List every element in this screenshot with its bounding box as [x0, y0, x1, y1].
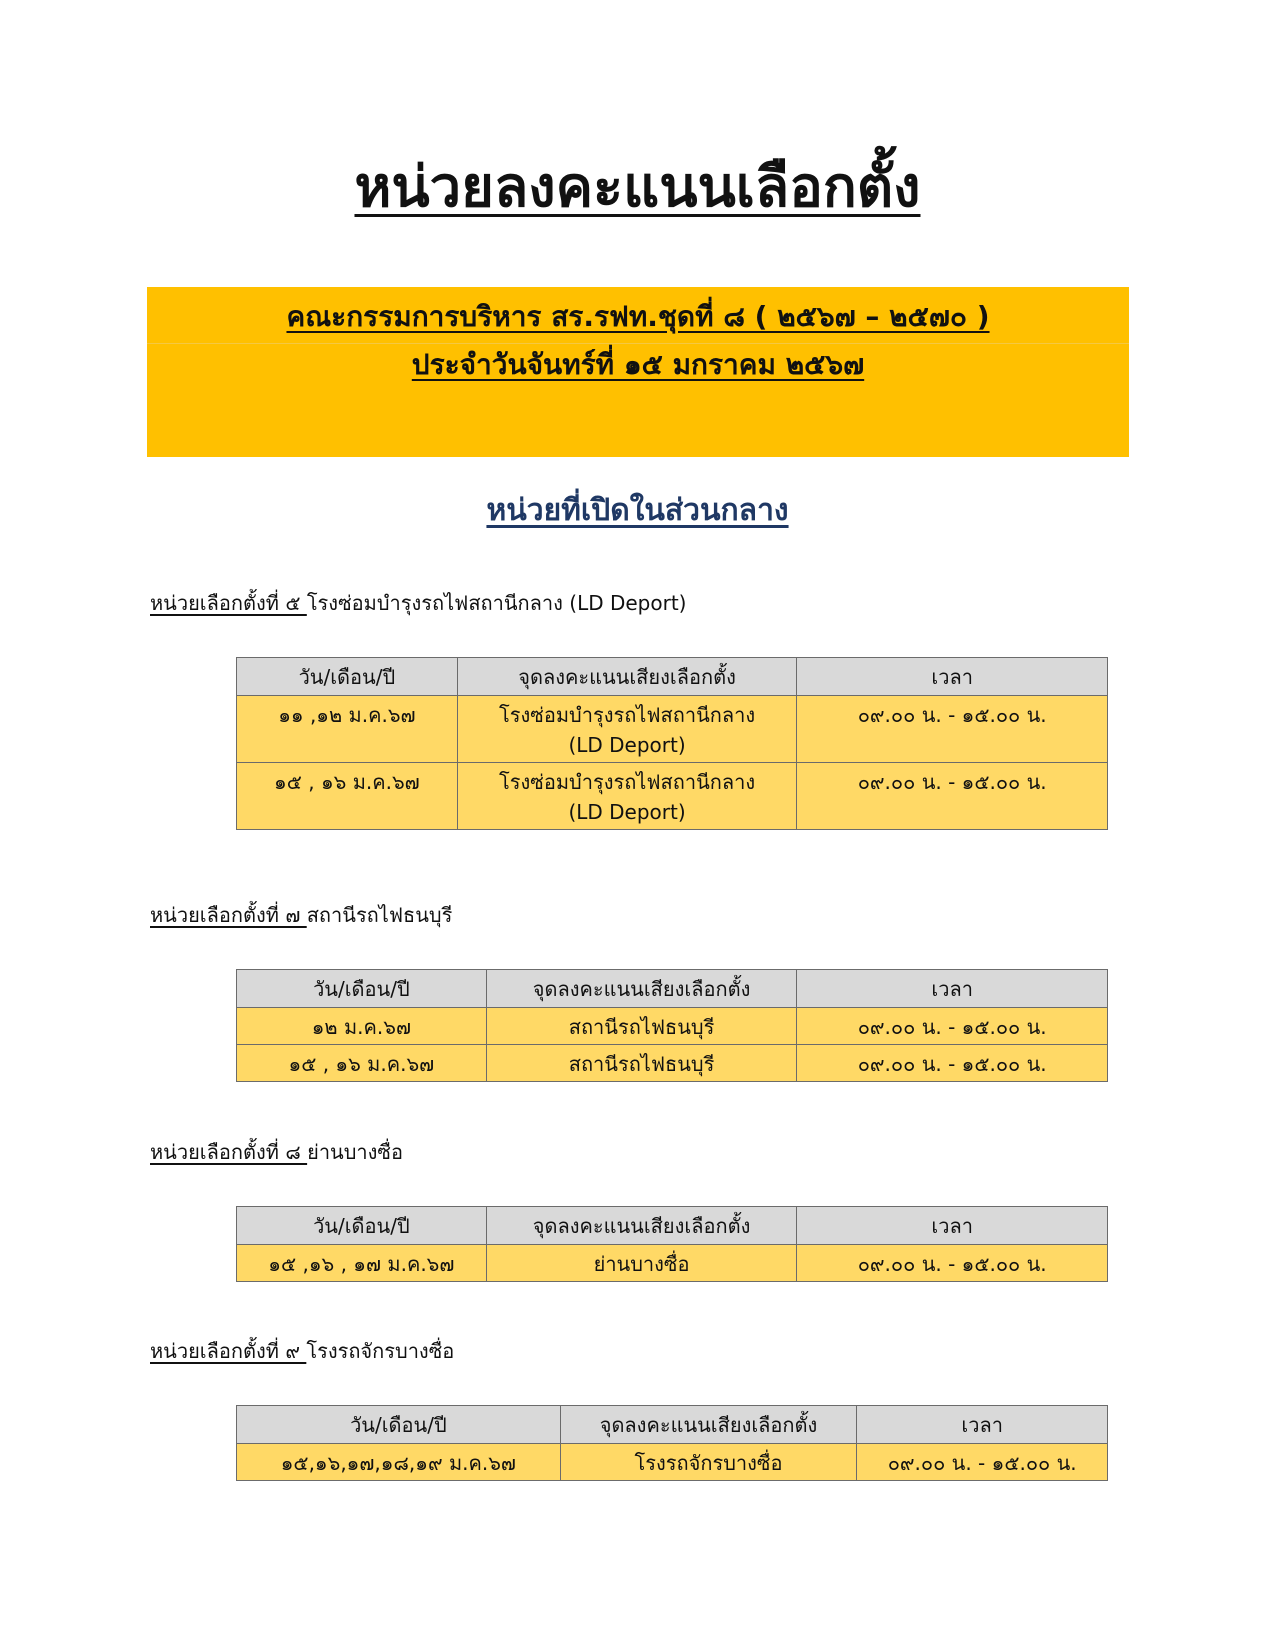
banner-date-line: ประจำวันจันทร์ที่ ๑๕ มกราคม ๒๕๖๗	[411, 348, 865, 381]
unit-name: ย่านบางซื่อ	[307, 1140, 404, 1164]
table-row	[237, 1008, 1108, 1045]
header-location: จุดลงคะแนนเสียงเลือกตั้ง	[560, 1406, 857, 1444]
unit-heading-7	[150, 900, 452, 930]
cell-time: ๐๙.๐๐ น. - ๑๕.๐๐ น.	[797, 696, 1108, 763]
table-row	[237, 1045, 1108, 1082]
unit-name: โรงซ่อมบำรุงรถไฟสถานีกลาง (LD Deport)	[306, 591, 687, 615]
unit-heading-9	[150, 1336, 454, 1366]
cell-date: ๑๑ ,๑๒ ม.ค.๖๗	[237, 696, 458, 763]
location-sub: (LD Deport)	[568, 800, 686, 824]
cell-time: ๐๙.๐๐ น. - ๑๕.๐๐ น.	[797, 763, 1108, 830]
table-header-row	[237, 970, 1108, 1008]
cell-location	[457, 763, 797, 830]
section-subtitle: หน่วยที่เปิดในส่วนกลาง	[486, 493, 789, 528]
table-header-row	[237, 1207, 1108, 1245]
cell-time: ๐๙.๐๐ น. - ๑๕.๐๐ น.	[797, 1245, 1108, 1282]
unit-label: หน่วยเลือกตั้งที่ ๕	[150, 591, 307, 615]
location-sub: (LD Deport)	[568, 733, 686, 757]
cell-location	[457, 696, 797, 763]
unit-label: หน่วยเลือกตั้งที่ ๘	[150, 1140, 308, 1164]
unit-name: สถานีรถไฟธนบุรี	[306, 903, 453, 927]
committee-banner	[147, 287, 1129, 457]
unit-heading-8	[150, 1137, 403, 1167]
header-date: วัน/เดือน/ปี	[237, 1207, 487, 1245]
header-time: เวลา	[797, 1207, 1108, 1245]
header-time: เวลา	[797, 658, 1108, 696]
cell-time: ๐๙.๐๐ น. - ๑๕.๐๐ น.	[857, 1444, 1108, 1481]
schedule-table-unit-5	[236, 657, 1108, 830]
table-row	[237, 763, 1108, 830]
header-date: วัน/เดือน/ปี	[237, 1406, 561, 1444]
schedule-table-unit-7	[236, 969, 1108, 1082]
table-row	[237, 696, 1108, 763]
unit-label: หน่วยเลือกตั้งที่ ๗	[150, 903, 307, 927]
cell-date: ๑๕ , ๑๖ ม.ค.๖๗	[237, 1045, 487, 1082]
cell-location: สถานีรถไฟธนบุรี	[486, 1045, 797, 1082]
table-row	[237, 1245, 1108, 1282]
schedule-table-unit-8	[236, 1206, 1108, 1282]
cell-time: ๐๙.๐๐ น. - ๑๕.๐๐ น.	[797, 1045, 1108, 1082]
cell-date: ๑๕,๑๖,๑๗,๑๘,๑๙ ม.ค.๖๗	[237, 1444, 561, 1481]
unit-heading-5	[150, 588, 686, 618]
header-location: จุดลงคะแนนเสียงเลือกตั้ง	[457, 658, 797, 696]
cell-time: ๐๙.๐๐ น. - ๑๕.๐๐ น.	[797, 1008, 1108, 1045]
table-header-row	[237, 1406, 1108, 1444]
unit-label: หน่วยเลือกตั้งที่ ๙	[150, 1339, 307, 1363]
cell-location: โรงรถจักรบางซื่อ	[560, 1444, 857, 1481]
table-header-row	[237, 658, 1108, 696]
banner-committee-line: คณะกรรมการบริหาร สร.รฟท.ชุดที่ ๘ ( ๒๕๖๗ – ๒๕๗๐ )	[286, 300, 990, 333]
header-date: วัน/เดือน/ปี	[237, 658, 458, 696]
location-name: โรงซ่อมบำรุงรถไฟสถานีกลาง	[499, 770, 756, 794]
location-name: โรงซ่อมบำรุงรถไฟสถานีกลาง	[499, 703, 756, 727]
header-location: จุดลงคะแนนเสียงเลือกตั้ง	[486, 1207, 797, 1245]
schedule-table-unit-9	[236, 1405, 1108, 1481]
unit-name: โรงรถจักรบางซื่อ	[306, 1339, 455, 1363]
header-date: วัน/เดือน/ปี	[237, 970, 487, 1008]
cell-location: ย่านบางซื่อ	[486, 1245, 797, 1282]
header-time: เวลา	[857, 1406, 1108, 1444]
cell-date: ๑๕ , ๑๖ ม.ค.๖๗	[237, 763, 458, 830]
page-title: หน่วยลงคะแนนเลือกตั้ง	[354, 155, 921, 220]
cell-date: ๑๒ ม.ค.๖๗	[237, 1008, 487, 1045]
header-location: จุดลงคะแนนเสียงเลือกตั้ง	[486, 970, 797, 1008]
cell-date: ๑๕ ,๑๖ , ๑๗ ม.ค.๖๗	[237, 1245, 487, 1282]
cell-location: สถานีรถไฟธนบุรี	[486, 1008, 797, 1045]
table-row	[237, 1444, 1108, 1481]
header-time: เวลา	[797, 970, 1108, 1008]
